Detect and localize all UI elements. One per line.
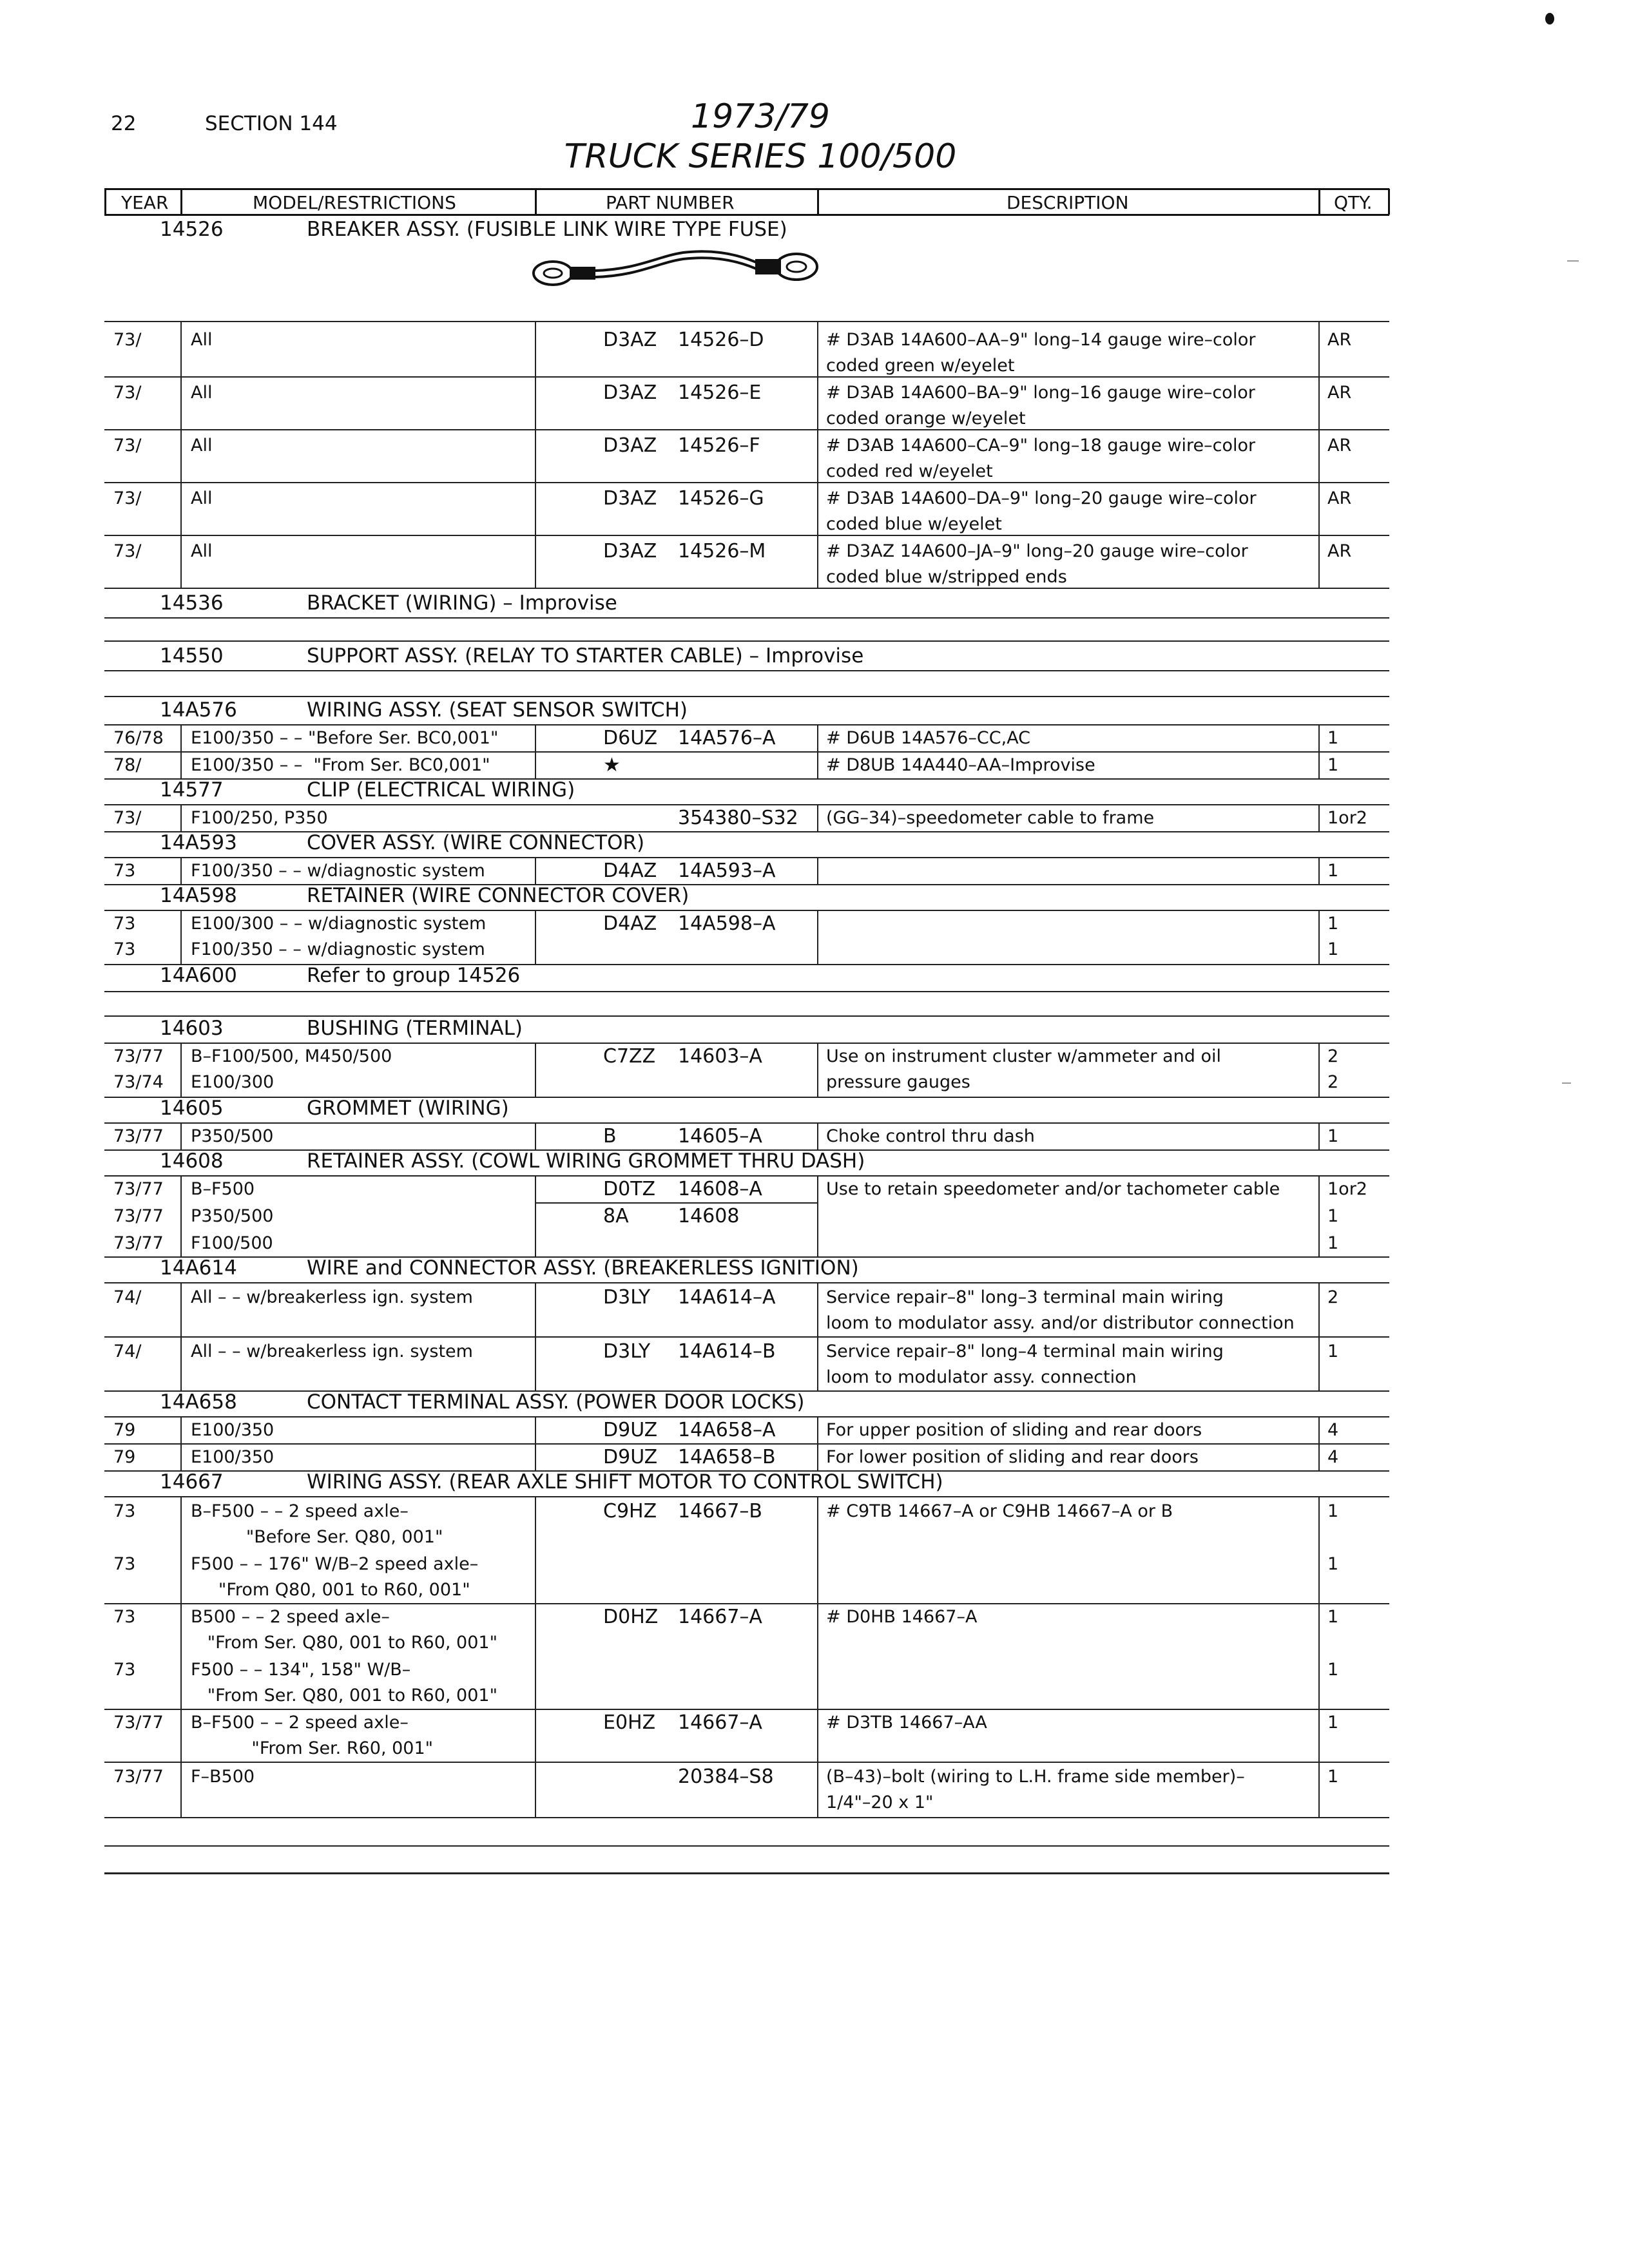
column-rule — [535, 1122, 536, 1149]
part-prefix: E0HZ — [603, 1711, 656, 1734]
row-qty: 1or2 — [1327, 1179, 1367, 1199]
row-description: For lower position of sliding and rear doors — [826, 1447, 1199, 1467]
group-title: RETAINER (WIRE CONNECTOR COVER) — [307, 884, 689, 907]
row-rule — [104, 1817, 1389, 1818]
row-rule — [104, 1282, 1389, 1283]
row-year: 73 — [113, 914, 136, 934]
column-rule — [180, 1416, 182, 1470]
group-code: 14A598 — [160, 884, 237, 907]
group-title: BUSHING (TERMINAL) — [307, 1017, 523, 1040]
part-number: 20384–S8 — [678, 1765, 774, 1788]
page-number: 22 — [111, 112, 137, 135]
part-number: 354380–S32 — [678, 807, 798, 829]
row-rule — [104, 321, 1389, 322]
column-rule — [817, 321, 818, 588]
row-qty: 1 — [1327, 1554, 1339, 1574]
stray-mark — [1545, 13, 1554, 24]
header-divider — [180, 189, 182, 215]
column-rule — [817, 857, 818, 884]
row-model: F500 – – 134", 158" W/B– "From Ser. Q80, 001 to R60, 001" — [191, 1660, 497, 1706]
row-model: B–F500 — [191, 1179, 255, 1199]
group-title: CONTACT TERMINAL ASSY. (POWER DOOR LOCKS) — [307, 1390, 805, 1414]
row-model: B–F100/500, M450/500 — [191, 1046, 392, 1066]
row-year: 73/77 — [113, 1046, 164, 1066]
row-description: # D3AB 14A600–AA–9" long–14 gauge wire–color coded green w/eyelet — [826, 330, 1256, 376]
part-prefix: D4AZ — [603, 860, 657, 882]
row-rule — [104, 588, 1389, 589]
header-divider — [535, 189, 537, 215]
row-year: 78/ — [113, 755, 142, 775]
group-title: CLIP (ELECTRICAL WIRING) — [307, 778, 575, 802]
row-model: All — [191, 488, 213, 508]
row-description: # D3AB 14A600–DA–9" long–20 gauge wire–color coded blue w/eyelet — [826, 488, 1257, 534]
row-year: 73 — [113, 1554, 136, 1574]
row-model: F100/500 — [191, 1233, 273, 1253]
part-number: 14603–A — [678, 1045, 762, 1068]
group-code: 14A576 — [160, 698, 237, 722]
row-rule — [104, 1097, 1389, 1098]
column-rule — [1318, 1043, 1320, 1097]
col-year-header: YEAR — [121, 192, 169, 213]
part-number: 14605–A — [678, 1125, 762, 1148]
row-qty: 1 — [1327, 939, 1339, 959]
row-rule — [104, 696, 1389, 697]
row-year: 73/ — [113, 541, 142, 561]
row-model: E100/350 — [191, 1447, 275, 1467]
part-prefix: 8A — [603, 1205, 629, 1227]
column-rule — [817, 910, 818, 964]
part-number: 14A658–A — [678, 1419, 776, 1441]
row-model: E100/350 – – "Before Ser. BC0,001" — [191, 728, 499, 748]
group-title: SUPPORT ASSY. (RELAY TO STARTER CABLE) – Improvise — [307, 644, 864, 668]
row-year: 73/77 — [113, 1206, 164, 1226]
header-divider — [817, 189, 819, 215]
group-code: 14667 — [160, 1470, 224, 1494]
header-divider — [1318, 189, 1320, 215]
row-year: 73/77 — [113, 1233, 164, 1253]
row-qty: 1 — [1327, 1341, 1339, 1361]
part-prefix: D3AZ — [603, 329, 657, 351]
row-qty: 2 — [1327, 1046, 1339, 1066]
row-description: Service repair–8" long–4 terminal main wiring loom to modulator assy. connection — [826, 1341, 1224, 1387]
group-title: GROMMET (WIRING) — [307, 1097, 509, 1120]
row-year: 73 — [113, 1607, 136, 1627]
group-code: 14A614 — [160, 1256, 237, 1280]
part-prefix: D4AZ — [603, 912, 657, 935]
row-year: 73/74 — [113, 1072, 164, 1092]
part-prefix: D3AZ — [603, 381, 657, 404]
row-description: For upper position of sliding and rear doors — [826, 1420, 1202, 1440]
row-year: 74/ — [113, 1287, 142, 1307]
row-model: E100/300 – – w/diagnostic system — [191, 914, 487, 934]
part-number: 14A593–A — [678, 860, 776, 882]
row-description: # C9TB 14667–A or C9HB 14667–A or B — [826, 1501, 1173, 1521]
row-description: Use to retain speedometer and/or tachometer cable — [826, 1179, 1280, 1199]
row-description: # D6UB 14A576–CC,AC — [826, 728, 1031, 748]
row-year: 74/ — [113, 1341, 142, 1361]
row-qty: 1 — [1327, 861, 1339, 881]
row-description: pressure gauges — [826, 1072, 970, 1092]
part-prefix: C9HZ — [603, 1500, 657, 1523]
row-model: P350/500 — [191, 1126, 274, 1146]
row-qty: 2 — [1327, 1072, 1339, 1092]
row-rule — [104, 535, 1389, 536]
row-qty: 1 — [1327, 1767, 1339, 1787]
page-title — [503, 97, 1018, 177]
part-number: 14526–E — [678, 381, 762, 404]
column-rule — [1318, 857, 1320, 884]
row-year: 73/77 — [113, 1713, 164, 1733]
row-model: F500 – – 176" W/B–2 speed axle– "From Q80, 001 to R60, 001" — [191, 1554, 479, 1600]
part-number: 14526–F — [678, 434, 760, 457]
header-rule-bottom — [104, 214, 1389, 216]
part-prefix: D3LY — [603, 1286, 651, 1309]
row-model: All — [191, 541, 213, 561]
row-year: 73 — [113, 1660, 136, 1680]
row-model: E100/350 — [191, 1420, 275, 1440]
part-prefix: D0HZ — [603, 1606, 659, 1628]
column-rule — [535, 1043, 536, 1097]
row-rule — [104, 429, 1389, 430]
column-rule — [535, 910, 536, 964]
column-rule — [535, 857, 536, 884]
part-number: 14526–D — [678, 329, 764, 351]
row-year: 73/ — [113, 488, 142, 508]
row-year: 73/ — [113, 383, 142, 403]
part-prefix: D3AZ — [603, 434, 657, 457]
row-qty: AR — [1327, 488, 1352, 508]
part-prefix: C7ZZ — [603, 1045, 656, 1068]
row-description: # D3AB 14A600–CA–9" long–18 gauge wire–color coded red w/eyelet — [826, 436, 1256, 481]
column-rule — [535, 1282, 536, 1390]
row-qty: 4 — [1327, 1420, 1339, 1440]
group-code: 14A658 — [160, 1390, 237, 1414]
row-model: B500 – – 2 speed axle– "From Ser. Q80, 001 to R60, 001" — [191, 1607, 497, 1653]
part-number: 14608 — [678, 1205, 740, 1227]
row-year: 73/ — [113, 808, 142, 828]
group-title: BRACKET (WIRING) – Improvise — [307, 591, 617, 615]
row-model: All – – w/breakerless ign. system — [191, 1341, 473, 1361]
col-part-header: PART NUMBER — [606, 192, 735, 213]
row-year: 76/78 — [113, 728, 164, 748]
row-rule — [104, 964, 1389, 965]
title-years: 1973/79 — [690, 97, 831, 136]
row-description: # D3AB 14A600–BA–9" long–16 gauge wire–color coded orange w/eyelet — [826, 383, 1255, 428]
row-year: 73 — [113, 939, 136, 959]
row-qty: 1 — [1327, 1660, 1339, 1680]
part-number: 14A598–A — [678, 912, 776, 935]
column-rule — [180, 724, 182, 778]
row-rule — [104, 1496, 1389, 1497]
row-rule — [104, 831, 1389, 832]
margin-mark — [1567, 260, 1579, 262]
column-rule — [180, 1282, 182, 1390]
column-rule — [180, 857, 182, 884]
row-description: (GG–34)–speedometer cable to frame — [826, 808, 1155, 828]
row-qty: AR — [1327, 330, 1352, 350]
column-rule — [535, 1416, 536, 1470]
row-year: 73/77 — [113, 1767, 164, 1787]
row-model: P350/500 — [191, 1206, 274, 1226]
row-rule — [535, 1202, 817, 1204]
column-rule — [180, 1175, 182, 1256]
fusible-link-wire-illustration — [528, 244, 825, 302]
row-rule — [104, 670, 1389, 671]
group-code: 14603 — [160, 1017, 224, 1040]
header-divider — [104, 189, 106, 215]
group-code: 14A600 — [160, 964, 237, 987]
column-rule — [180, 321, 182, 588]
row-description: # D0HB 14667–A — [826, 1607, 978, 1627]
part-number: 14A614–A — [678, 1286, 776, 1309]
column-rule — [1318, 724, 1320, 778]
row-qty: 1 — [1327, 1607, 1339, 1627]
group-title: RETAINER ASSY. (COWL WIRING GROMMET THRU DASH) — [307, 1149, 865, 1173]
row-model: E100/350 – – "From Ser. BC0,001" — [191, 755, 490, 775]
row-rule — [104, 778, 1389, 780]
row-rule — [104, 640, 1389, 642]
row-model: All — [191, 330, 213, 350]
row-rule — [104, 1845, 1389, 1847]
row-year: 73 — [113, 861, 136, 881]
column-rule — [817, 1282, 818, 1390]
row-qty: 2 — [1327, 1287, 1339, 1307]
group-title: WIRE and CONNECTOR ASSY. (BREAKERLESS IGNITION) — [307, 1256, 859, 1280]
part-number: 14526–M — [678, 540, 766, 562]
row-year: 73/ — [113, 330, 142, 350]
column-rule — [1318, 321, 1320, 588]
row-qty: 1 — [1327, 1713, 1339, 1733]
column-rule — [1318, 1175, 1320, 1256]
group-title: BREAKER ASSY. (FUSIBLE LINK WIRE TYPE FUSE) — [307, 218, 787, 241]
part-prefix: D9UZ — [603, 1446, 658, 1468]
group-code: 14526 — [160, 218, 224, 241]
col-qty-header: QTY. — [1334, 192, 1373, 213]
row-rule — [104, 376, 1389, 378]
row-model: F100/350 – – w/diagnostic system — [191, 939, 485, 959]
row-model: F100/350 – – w/diagnostic system — [191, 861, 485, 881]
col-model-header: MODEL/RESTRICTIONS — [253, 192, 456, 213]
column-rule — [180, 910, 182, 964]
column-rule — [180, 1496, 182, 1817]
row-description: # D3AZ 14A600–JA–9" long–20 gauge wire–color coded blue w/stripped ends — [826, 541, 1248, 587]
row-qty: 1 — [1327, 1206, 1339, 1226]
header-rule-top — [104, 188, 1389, 190]
group-title: Refer to group 14526 — [307, 964, 521, 987]
col-desc-header: DESCRIPTION — [1007, 192, 1129, 213]
row-rule — [104, 482, 1389, 483]
part-prefix: D3LY — [603, 1340, 651, 1363]
row-rule — [104, 1015, 1389, 1017]
column-rule — [535, 1496, 536, 1817]
column-rule — [1318, 1122, 1320, 1149]
part-number: 14608–A — [678, 1178, 762, 1200]
row-description: Choke control thru dash — [826, 1126, 1035, 1146]
row-description: Use on instrument cluster w/ammeter and oil — [826, 1046, 1222, 1066]
group-code: 14608 — [160, 1149, 224, 1173]
part-number: 14526–G — [678, 487, 764, 510]
column-rule — [180, 804, 182, 831]
column-rule — [817, 1043, 818, 1097]
column-rule — [817, 804, 818, 831]
row-year: 73/77 — [113, 1179, 164, 1199]
row-qty: AR — [1327, 383, 1352, 403]
row-year: 73 — [113, 1501, 136, 1521]
part-number: 14667–A — [678, 1606, 762, 1628]
row-rule — [104, 991, 1389, 992]
row-qty: 1 — [1327, 1501, 1339, 1521]
column-rule — [1318, 1282, 1320, 1390]
column-rule — [1318, 804, 1320, 831]
row-model: E100/300 — [191, 1072, 275, 1092]
row-model: B–F500 – – 2 speed axle– "From Ser. R60, 001" — [191, 1713, 434, 1758]
row-qty: 1 — [1327, 1233, 1339, 1253]
group-code: 14605 — [160, 1097, 224, 1120]
row-model: F100/250, P350 — [191, 808, 328, 828]
part-prefix: D3AZ — [603, 487, 657, 510]
column-rule — [535, 1175, 536, 1256]
group-title: WIRING ASSY. (REAR AXLE SHIFT MOTOR TO CONTROL SWITCH) — [307, 1470, 943, 1494]
part-number: 14A658–B — [678, 1446, 776, 1468]
column-rule — [180, 1122, 182, 1149]
star-icon: ★ — [603, 754, 621, 776]
column-rule — [1318, 910, 1320, 964]
row-rule — [104, 884, 1389, 885]
column-rule — [817, 1416, 818, 1470]
group-title: WIRING ASSY. (SEAT SENSOR SWITCH) — [307, 698, 688, 722]
row-model: All — [191, 436, 213, 456]
row-qty: AR — [1327, 541, 1352, 561]
row-description: (B–43)–bolt (wiring to L.H. frame side member)– 1/4"–20 x 1" — [826, 1767, 1245, 1812]
part-number: 14667–B — [678, 1500, 763, 1523]
row-qty: 1 — [1327, 914, 1339, 934]
group-code: 14550 — [160, 644, 224, 668]
row-model: All — [191, 383, 213, 403]
row-qty: 1 — [1327, 755, 1339, 775]
column-rule — [817, 1175, 818, 1256]
group-code: 14A593 — [160, 831, 237, 854]
margin-mark — [1562, 1082, 1571, 1084]
column-rule — [1318, 1416, 1320, 1470]
row-description: # D8UB 14A440–AA–Improvise — [826, 755, 1095, 775]
row-rule — [104, 1762, 1389, 1763]
row-qty: 4 — [1327, 1447, 1339, 1467]
table-bottom-rule — [104, 1872, 1389, 1874]
row-year: 73/ — [113, 436, 142, 456]
title-series: TRUCK SERIES 100/500 — [564, 137, 957, 176]
row-year: 79 — [113, 1420, 136, 1440]
header-divider — [1388, 189, 1390, 215]
column-rule — [535, 321, 536, 588]
group-code: 14536 — [160, 591, 224, 615]
row-rule — [104, 1336, 1389, 1338]
row-rule — [104, 617, 1389, 619]
row-description: Service repair–8" long–3 terminal main wiring loom to modulator assy. and/or distributor connection — [826, 1287, 1295, 1333]
row-qty: 1or2 — [1327, 808, 1367, 828]
group-title: COVER ASSY. (WIRE CONNECTOR) — [307, 831, 645, 854]
part-prefix: D6UZ — [603, 727, 658, 749]
part-prefix: D0TZ — [603, 1178, 656, 1200]
row-description: # D3TB 14667–AA — [826, 1713, 987, 1733]
part-prefix: B — [603, 1125, 617, 1148]
part-prefix: D9UZ — [603, 1419, 658, 1441]
row-qty: 1 — [1327, 728, 1339, 748]
row-model: All – – w/breakerless ign. system — [191, 1287, 473, 1307]
row-year: 73/77 — [113, 1126, 164, 1146]
group-code: 14577 — [160, 778, 224, 802]
section-label: SECTION 144 — [205, 112, 338, 135]
column-rule — [1318, 1496, 1320, 1817]
column-rule — [817, 1122, 818, 1149]
row-model: F–B500 — [191, 1767, 255, 1787]
row-year: 79 — [113, 1447, 136, 1467]
column-rule — [817, 1496, 818, 1817]
row-model: B–F500 – – 2 speed axle– "Before Ser. Q80, 001" — [191, 1501, 443, 1547]
row-qty: AR — [1327, 436, 1352, 456]
row-qty: 1 — [1327, 1126, 1339, 1146]
part-prefix: D3AZ — [603, 540, 657, 562]
column-rule — [535, 724, 536, 778]
column-rule — [180, 1043, 182, 1097]
column-rule — [817, 724, 818, 778]
part-number: 14667–A — [678, 1711, 762, 1734]
part-number: 14A576–A — [678, 727, 776, 749]
part-number: 14A614–B — [678, 1340, 776, 1363]
